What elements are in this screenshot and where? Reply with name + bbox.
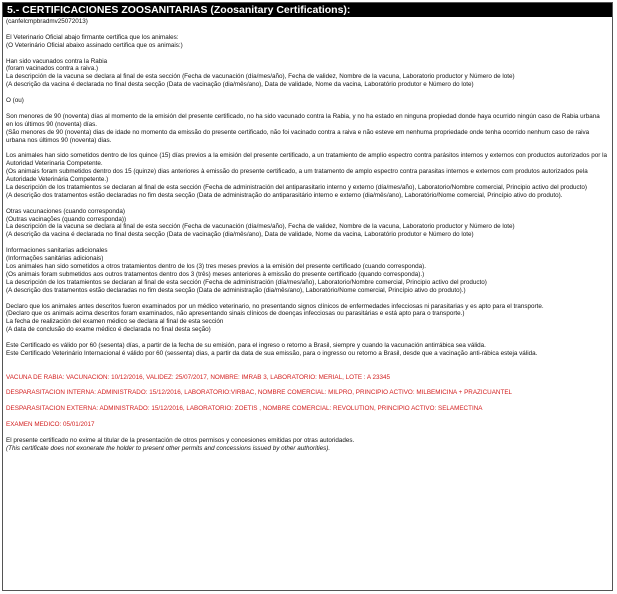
text-line: O (ou) — [6, 97, 24, 105]
text-line: (O Veterinário Oficial abaixo assinado certifica que os animais:) — [6, 41, 183, 49]
text-line: Informaciones sanitarias adicionales — [6, 247, 108, 255]
certificate-code: (canfelcmpbradmv25072013) — [6, 18, 88, 25]
text-line: (Os animais foram submetidos dentro dos 15 (quinze) dias anteriores à emissão do presente certificado, a um tratamento de amplo espectro contra parasitas internos e externos com produtos autorizados pela Autoridade Veterinária Competente.) — [6, 168, 588, 184]
text-line: Otras vacunaciones (cuando corresponda) — [6, 207, 126, 215]
text-line: (A descrição da vacina é declarada no final desta secção (Data de vacinação (dia/mês/ano), Data de validade, Nome da vacina, Laboratório produtor e Número do lote) — [6, 231, 474, 239]
text-line: Los animales han sido sometidos a otros tratamientos dentro de los (3) tres meses previos a la emisión del presente certificado (cuando corresponda). — [6, 262, 427, 270]
text-line: Declaro que los animales antes descritos fueron examinados por un médico veterinario, no presentando signos clínicos de enfermedades infecciosas ni parasitarias y es apto para el transporte. — [6, 302, 544, 310]
external-deworming-declaration: DESPARASITACION EXTERNA: ADMINISTRADO: 15/12/2016, LABORATORIO: ZOETIS , NOMBRE COMERCIAL: REVOLUTION, PRINCIPIO ACTIVO: SELAMECTINA — [6, 405, 483, 413]
text-line: La descripción de la vacuna se declara al final de esta sección (Fecha de vacunación (día/mes/año), Fecha de validez, Nombre de la vacuna, Laboratorio productor y Número de lote) — [6, 73, 515, 81]
validity-block — [6, 342, 608, 358]
text-line: (A descrição da vacina é declarada no final desta secção (Data de vacinação (dia/mês/ano), Data de validade, Nome da vacina, Laboratório produtor e Número do lote) — [6, 81, 474, 89]
section-header: 5.- CERTIFICACIONES ZOOSANITARIAS (Zoosanitary Certifications): — [3, 3, 612, 17]
text-line: La descripción de los tratamientos se declaran al final de esta sección (Fecha de administración (día/mes/año), Laboratorio/Nombre comercial, Principio activo del producto) — [6, 278, 487, 286]
text-line: Este Certificado es válido por 60 (sesenta) días, a partir de la fecha de su emisión, para el ingreso o retorno a Brasil, siempre y cuando la vacunación antirrábica sea válida. — [6, 342, 486, 350]
text-line: La descripción de los tratamientos se declaran al final de esta sección (Fecha de administración del antiparasitario interno y externo (día/mes/año), Laboratorio/Nombre comercial, Principio activo del producto) — [6, 183, 588, 191]
additional-info-block — [6, 247, 608, 294]
text-line: El Veterinario Oficial abajo firmante certifica que los animales: — [6, 33, 179, 41]
or-block — [6, 97, 608, 105]
text-line: (A data de conclusão do exame médico é declarada no final desta seção) — [6, 326, 211, 334]
text-line: (Outras vacinações (quando corresponda)) — [6, 215, 127, 223]
certificate-body — [3, 17, 612, 453]
text-line: Los animales han sido sometidos dentro de los quince (15) días previos a la emisión del presente certificado, a un tratamiento de amplio espectro contra parásitos internos y externos con productos autorizados por la Autoridad Veterinaria Competente. — [6, 152, 607, 168]
rabies-vaccine-declaration: VACUNA DE RABIA: VACUNACION: 10/12/2016, VALIDEZ: 25/07/2017, NOMBRE: IMRAB 3, LABORATORIO: MERIAL, LOTE : A 23345 — [6, 373, 391, 381]
text-line: (Declaro que os animais acima descritos foram examinados, não apresentando sinais clínicos de doenças infecciosas ou parasitárias e está apto para o transporte.) — [6, 310, 465, 318]
intro-block — [6, 34, 608, 50]
text-line: (A descrição dos tratamentos estão declaradas no fim desta secção (Data de administração (dia/mês/ano), Laboratório/Nome comercial, Princípio ativo do produto).) — [6, 286, 466, 294]
text-line: (Os animais foram submetidos aos outros tratamentos dentro dos 3 (três) meses anteriores à emissão do presente certificado (quando corresponda).) — [6, 270, 425, 278]
text-line: Son menores de 90 (noventa) días al momento de la emisión del presente certificado, no ha sido vacunado contra la Rabia, y no ha estado en ninguna propiedad donde haya ocurrido ningún caso de Rabia urbana en los últimos 90 (noventa) días. — [6, 112, 600, 128]
text-line: (São menores de 90 (noventa) dias de idade no momento da emissão do presente certificado, não foi vacinado contra a raiva e não esteve em nenhuma propriedade onde tenha ocorrido nenhum caso de raiva urbana nos últimos 90 (noventa) dias. — [6, 128, 590, 144]
footer-disclaimer-english: (This certificate does not exonerate the holder to present other permits and concessions issued by other authorities). — [6, 444, 331, 452]
other-vaccines-block — [6, 208, 608, 240]
text-line: La descripción de la vacuna se declara al final de esta sección (Fecha de vacunación (día/mes/año), Fecha de validez, Nombre de la vacuna, Laboratorio productor y Número de lote) — [6, 223, 515, 231]
text-line: (Informações sanitárias adicionais) — [6, 255, 104, 263]
rabies-block — [6, 58, 608, 90]
text-line: Este Certificado Veterinário Internacional é válido por 60 (sessenta) dias, a partir da data de sua emissão, para o ingresso ou retorno a Brasil, desde que a vacinação anti-rábica esteja válida. — [6, 349, 538, 357]
parasite-treatment-block — [6, 152, 608, 199]
medical-exam-block — [6, 303, 608, 335]
text-line: (foram vacinados contra a raiva.) — [6, 65, 99, 73]
text-line: Han sido vacunados contra la Rabia — [6, 57, 108, 65]
certificate-frame — [2, 2, 613, 591]
medical-exam-declaration: EXAMEN MEDICO: 05/01/2017 — [6, 421, 95, 428]
text-line: La fecha de realización del examen médico se declara al final de esta sección — [6, 318, 224, 326]
footer-disclaimer: El presente certificado no exime al titular de la presentación de otros permisos y concesiones emitidas por otras autoridades. — [6, 436, 355, 444]
under-90-days-block — [6, 113, 608, 145]
internal-deworming-declaration: DESPARASITACION INTERNA: ADMINISTRADO: 15/12/2016, LABORATORIO:VIRBAC, NOMBRE COMERCIAL: MILPRO, PRINCIPIO ACTIVO: MILBEMICINA + PRAZICUANTEL — [6, 389, 513, 397]
text-line: (A descrição dos tratamentos estão declaradas no fim desta secção (Data de administração do antiparasitário interno e externo (dia/mês/ano), Laboratório/Nome comercial, Princípio ativo do produto). — [6, 191, 563, 199]
